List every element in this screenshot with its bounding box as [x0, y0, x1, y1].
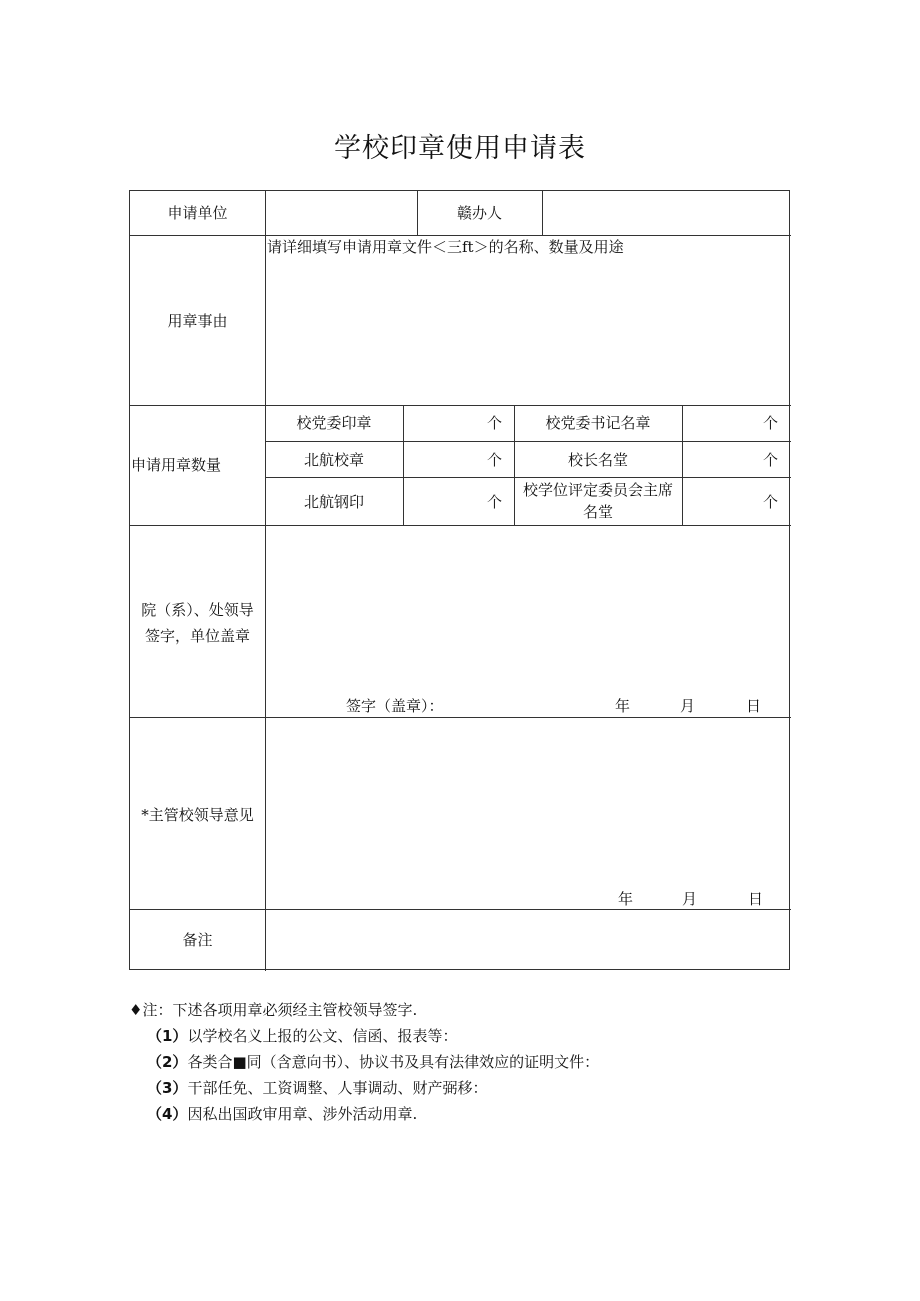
seal-name: 校党委书记名章: [545, 414, 651, 432]
day-label: 日: [746, 697, 762, 715]
dept-label-line1: 院（系）、处领导: [141, 601, 254, 619]
sign-label: 签字（盖章）：: [346, 697, 444, 715]
year-label: 年: [618, 890, 634, 908]
note-text: 以学校名义上报的公文、信函、报表等：: [187, 1027, 458, 1045]
note-item: [129, 1075, 599, 1101]
leader-label: *主管校领导意见: [141, 806, 254, 824]
note-item: [129, 1101, 599, 1127]
application-form: [129, 190, 790, 970]
note-number: （4）: [147, 1105, 188, 1123]
seal-name: 校长名堂: [567, 451, 628, 469]
month-label: 月: [682, 890, 698, 908]
note-number: （1）: [147, 1027, 188, 1045]
remark-field[interactable]: [270, 929, 785, 951]
seal-name: 北航钢印: [303, 493, 364, 511]
seal-name: 北航校章: [303, 451, 364, 469]
notes-section: [129, 997, 599, 1127]
note-item: [129, 1049, 599, 1075]
year-label: 年: [615, 697, 631, 715]
seal-unit[interactable]: 个: [763, 493, 779, 511]
seal-name: 校党委印章: [296, 414, 372, 432]
dept-label-line2: 签字，单位盖章: [144, 627, 250, 645]
day-label: 日: [748, 890, 764, 908]
seal-unit[interactable]: 个: [487, 451, 503, 469]
seal-unit[interactable]: 个: [763, 414, 779, 432]
seal-unit[interactable]: 个: [487, 493, 503, 511]
seal-name-line1: 校学位评定委员会主席: [522, 481, 673, 499]
page-title: 学校印章使用申请表: [334, 133, 586, 164]
seal-unit[interactable]: 个: [487, 414, 503, 432]
notes-header: ♦注：下述各项用章必须经主管校领导签字.: [129, 1001, 418, 1019]
remark-label: 备注: [182, 931, 213, 949]
unit-label: 申请单位: [167, 204, 228, 222]
note-text: 各类合■同（含意向书）、协议书及具有法律效应的证明文件：: [187, 1053, 600, 1071]
note-text: 因私出国政审用章、涉外活动用章.: [187, 1105, 418, 1123]
seal-unit[interactable]: 个: [763, 451, 779, 469]
month-label: 月: [680, 697, 696, 715]
seal-name-line2: 名堂: [582, 503, 613, 521]
reason-label: 用章事由: [167, 312, 228, 330]
handler-label: 赣办人: [456, 204, 502, 222]
reason-field[interactable]: 请详细填写申请用章文件＜三ft＞的名称、数量及用途: [267, 238, 624, 256]
note-item: [129, 1023, 599, 1049]
note-number: （2）: [147, 1053, 188, 1071]
note-number: （3）: [147, 1079, 188, 1097]
note-text: 干部任免、工资调整、人事调动、财产弼移：: [187, 1079, 488, 1097]
quantity-label: 申请用章数量: [131, 456, 222, 474]
